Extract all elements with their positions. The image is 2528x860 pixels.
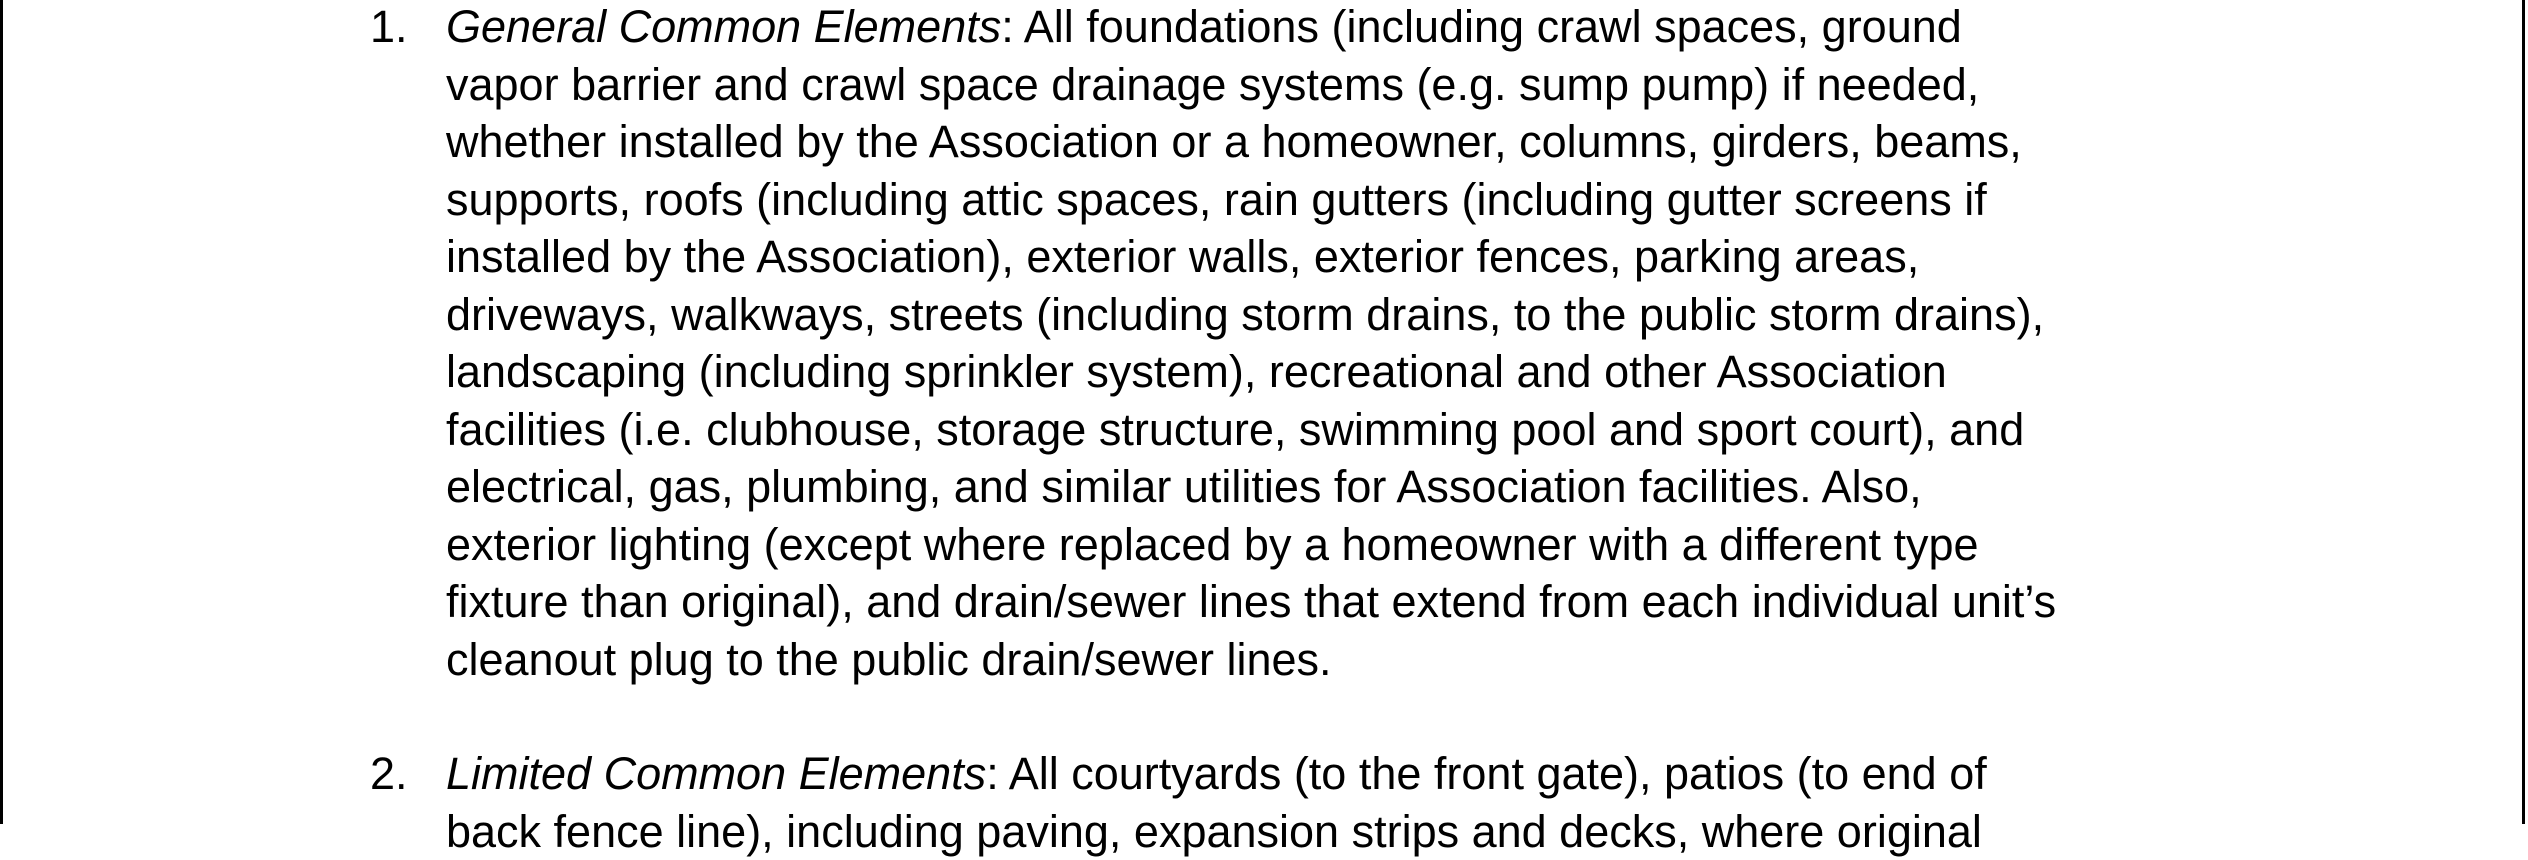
page-right-border [2522,0,2525,824]
item-term: General Common Elements [446,1,1001,52]
item-number: 2. [370,745,408,802]
item-text [446,0,2056,688]
item-number: 1. [370,0,408,55]
item-line: vapor barrier and crawl space drainage systems (e.g. sump pump) if needed, [446,56,2056,114]
item-line: fixture than original), and drain/sewer lines that extend from each individual unit’s [446,573,2056,631]
item-first-line [446,745,1987,803]
item-line: electrical, gas, plumbing, and similar utilities for Association facilities. Also, [446,458,2056,516]
item-term: Limited Common Elements [446,748,986,799]
item-line: facilities (i.e. clubhouse, storage structure, swimming pool and sport court), and [446,401,2056,459]
page-left-border [0,0,3,824]
item-line: exterior lighting (except where replaced by a homeowner with a different type [446,516,2056,574]
item-line: landscaping (including sprinkler system), recreational and other Association [446,343,2056,401]
item-first-line-rest: : All foundations (including crawl spaces, ground [1001,1,1962,52]
item-line: installed by the Association), exterior walls, exterior fences, parking areas, [446,228,2056,286]
item-line: whether installed by the Association or a homeowner, columns, girders, beams, [446,113,2056,171]
item-line: cleanout plug to the public drain/sewer lines. [446,631,2056,689]
item-text [446,745,1987,860]
item-line: supports, roofs (including attic spaces, rain gutters (including gutter screens if [446,171,2056,229]
item-first-line [446,0,2056,56]
item-line: back fence line), including paving, expansion strips and decks, where original [446,803,1987,860]
item-first-line-rest: : All courtyards (to the front gate), patios (to end of [986,748,1987,799]
item-line: driveways, walkways, streets (including storm drains, to the public storm drains), [446,286,2056,344]
